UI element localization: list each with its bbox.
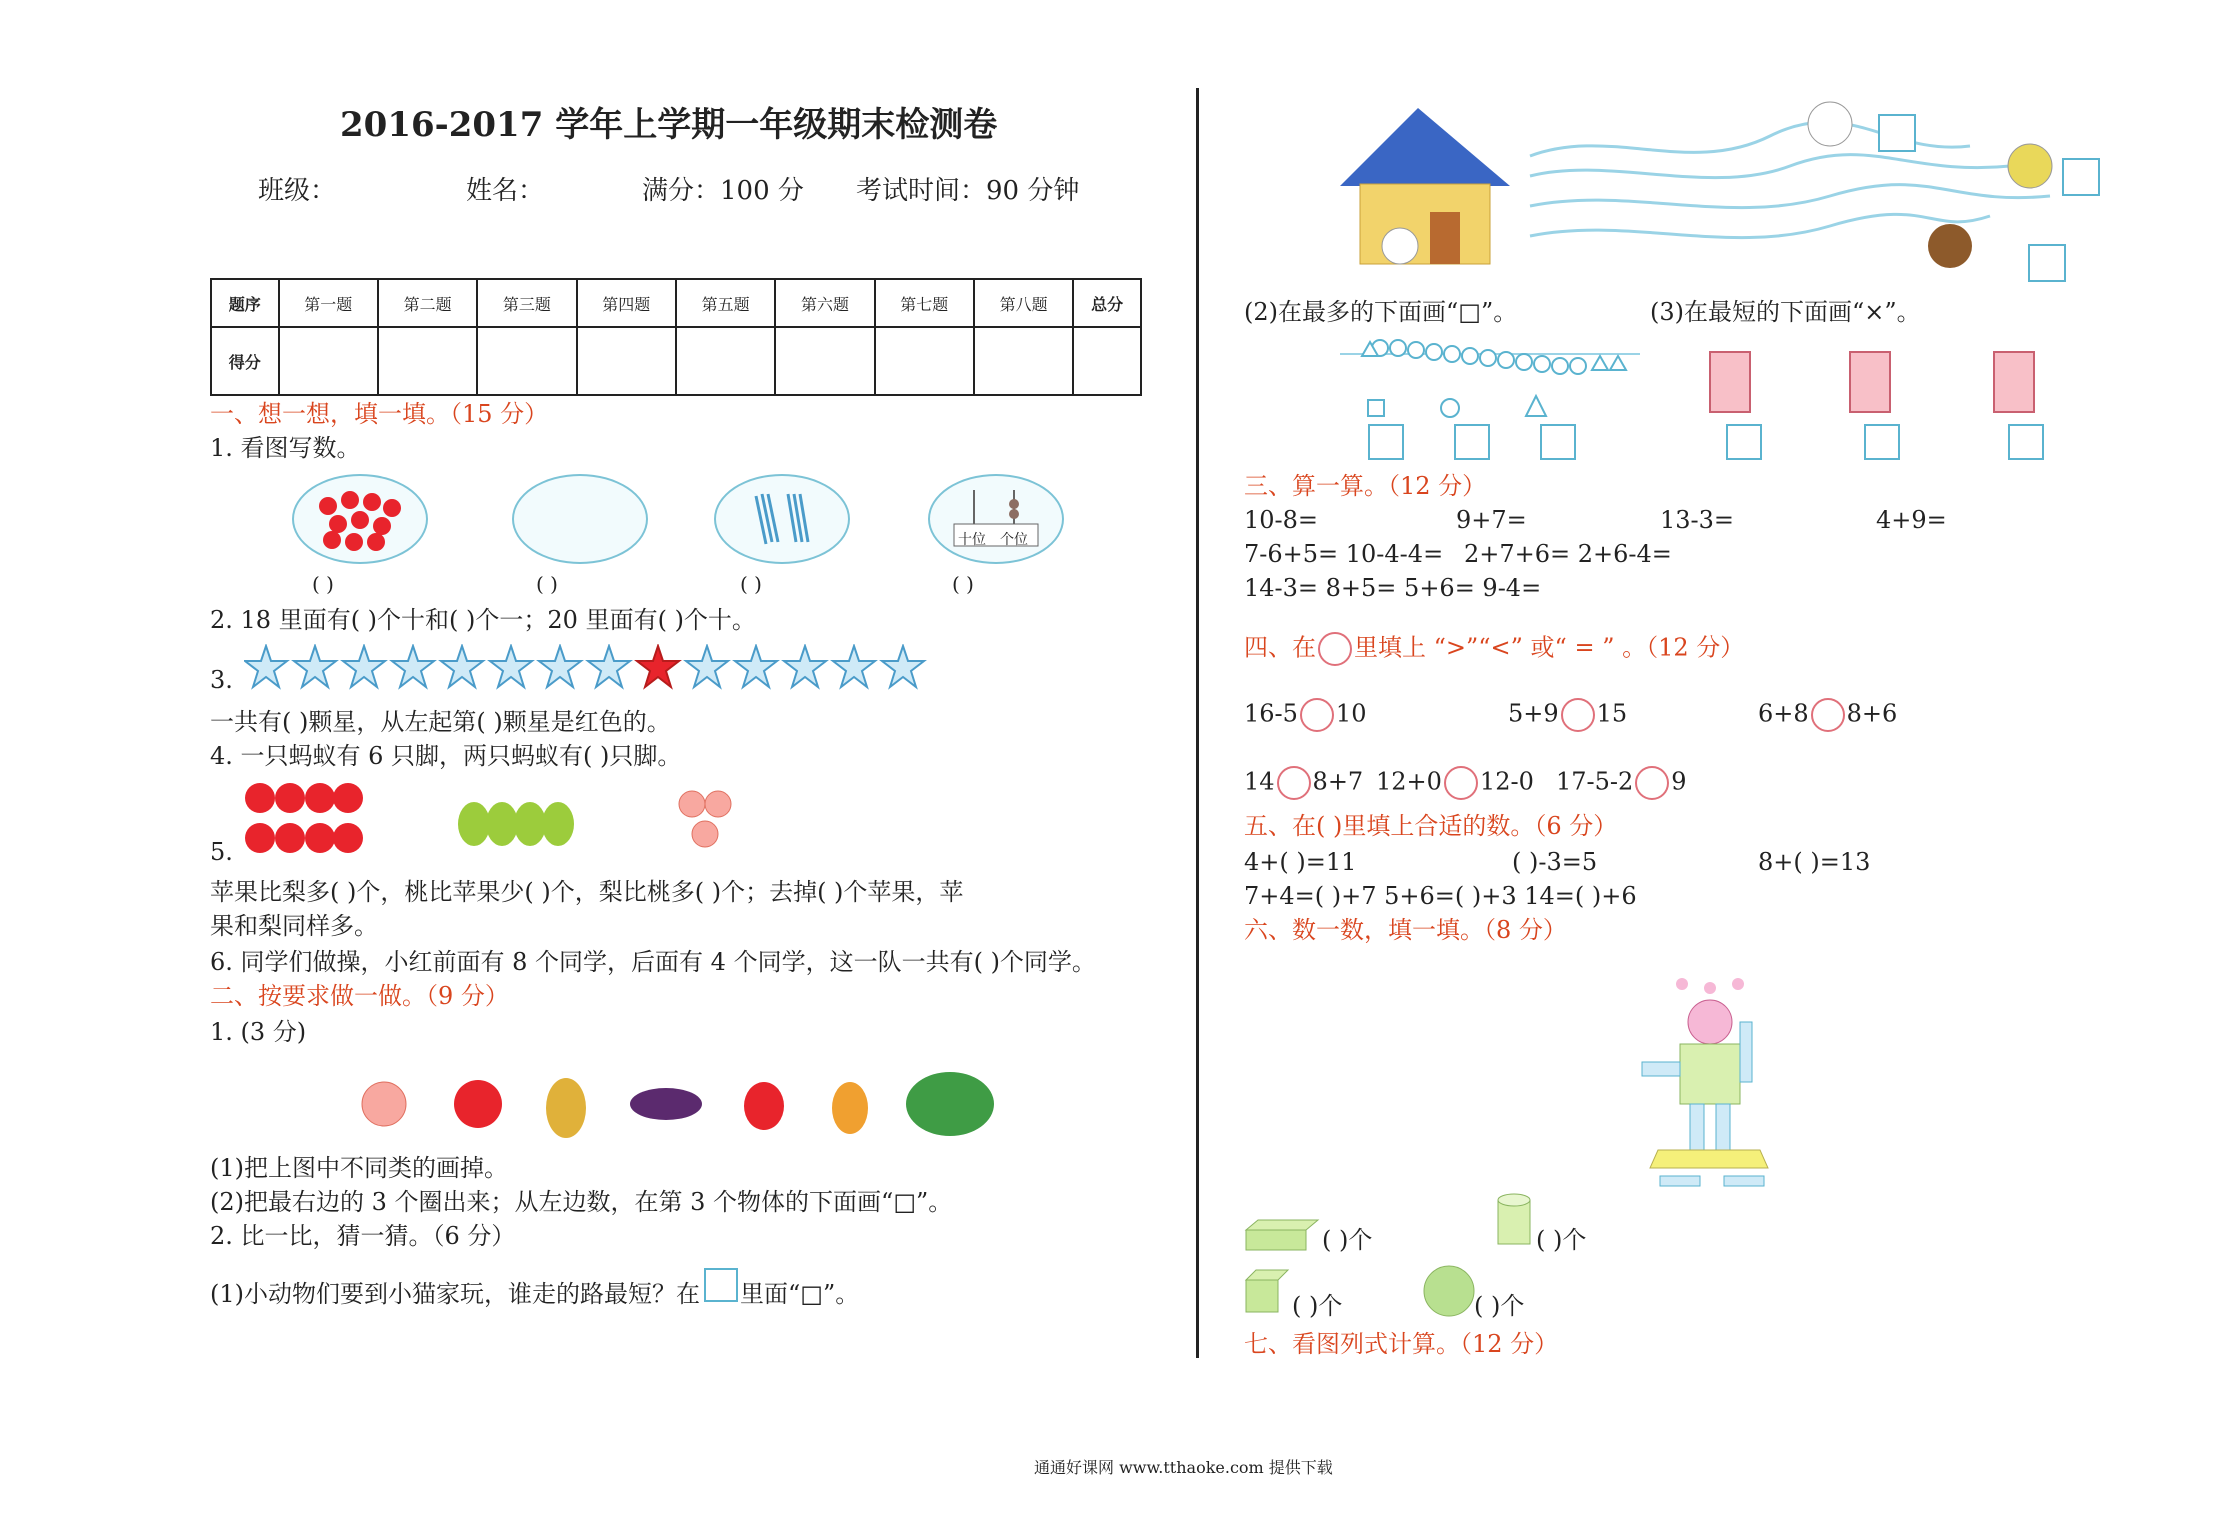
name-label: 姓名： [466, 176, 545, 206]
q3-text: 一共有( )颗星，从左起第( )颗星是红色的。 [210, 708, 671, 736]
compare-row-1b [1508, 698, 1627, 732]
cylinder-shape-icon [1494, 1192, 1534, 1252]
answer-box[interactable] [1726, 424, 1762, 460]
robot-figure [1630, 978, 1790, 1208]
score-cell[interactable] [477, 327, 576, 395]
q5-number: 5. [210, 838, 233, 866]
answer-box[interactable] [2062, 158, 2100, 196]
section-1-heading: 一、想一想，填一填。（15 分） [210, 400, 549, 428]
fill-item: ( )-3=5 [1512, 848, 1598, 876]
compare-row-2b [1376, 766, 1534, 800]
fill-item: 4+( )=11 [1244, 848, 1357, 876]
dog-icon [1808, 102, 1852, 146]
score-row-label: 得分 [211, 327, 279, 395]
fill-row-2: 7+4=( )+7 5+6=( )+3 14=( )+6 [1244, 882, 1637, 910]
s2q2a-text-pre: (1)小动物们要到小猫家玩，谁走的路最短？在 [210, 1280, 700, 1308]
empty-plate [512, 474, 648, 564]
compare-row-2c [1556, 766, 1687, 800]
answer-box[interactable] [1454, 424, 1490, 460]
count-blank[interactable]: ( )个 [1474, 1292, 1525, 1320]
fill-item: 8+( )=13 [1758, 848, 1871, 876]
answer-box[interactable] [1878, 114, 1916, 152]
r-q3-text: (3)在最短的下面画“×”。 [1650, 298, 1921, 326]
compare-right: 8+7 [1312, 767, 1364, 796]
peach-icon [362, 1082, 406, 1126]
section-3-heading: 三、算一算。（12 分） [1244, 472, 1487, 500]
full-score: 满分：100 分 [642, 176, 804, 206]
compare-circle[interactable] [1635, 766, 1669, 800]
table-header: 第三题 [477, 279, 576, 327]
calc-item: 4+9= [1876, 506, 1947, 534]
table-header: 第一题 [279, 279, 378, 327]
strawberry-plate [292, 474, 428, 564]
footer-text: 通通好课网 www.tthaoke.com 提供下载 [1034, 1458, 1333, 1477]
pineapple-icon [546, 1078, 586, 1138]
calc-item: 14-3= 8+5= 5+6= 9-4= [1244, 574, 1542, 602]
compare-left: 17-5-2 [1556, 767, 1634, 796]
r-q2-text: (2)在最多的下面画“□”。 [1244, 298, 1518, 326]
score-cell[interactable] [279, 327, 378, 395]
score-cell[interactable] [1073, 327, 1141, 395]
compare-right: 15 [1596, 699, 1628, 728]
house-scene [1330, 96, 2100, 286]
s2q1a-text: (1)把上图中不同类的画掉。 [210, 1154, 508, 1182]
pears-icon [454, 790, 584, 850]
q4-text: 4. 一只蚂蚁有 6 只脚，两只蚂蚁有( )只脚。 [210, 742, 682, 770]
calc-item: 2+7+6= 2+6-4= [1464, 540, 1672, 568]
robot-body-icon [1680, 1044, 1740, 1104]
apple-icon [454, 1080, 502, 1128]
stick-bundles-icon [716, 476, 848, 562]
stars-row [244, 644, 944, 694]
compare-circle[interactable] [1561, 698, 1595, 732]
q6-text: 6. 同学们做操，小红前面有 8 个同学，后面有 4 个同学，这一队一共有( )个同学。 [210, 948, 1096, 976]
answer-box[interactable] [1864, 424, 1900, 460]
compare-row-1c [1758, 698, 1897, 732]
q5-line-1: 苹果比梨多( )个，桃比苹果少( )个，梨比桃多( )个；去掉( )个苹果，苹 [210, 878, 964, 906]
page-title: 2016-2017 学年上学期一年级期末检测卷 [340, 105, 998, 145]
house-icon [1360, 184, 1490, 264]
peaches-icon [676, 784, 736, 854]
answer-box[interactable] [704, 1268, 738, 1302]
s2q2-text: 2. 比一比，猜一猜。（6 分） [210, 1222, 516, 1250]
count-blank[interactable]: ( )个 [1292, 1292, 1343, 1320]
table-header: 题序 [211, 279, 279, 327]
section-7-heading: 七、看图列式计算。（12 分） [1244, 1330, 1559, 1358]
table-header: 第八题 [974, 279, 1073, 327]
compare-left: 12+0 [1376, 767, 1442, 796]
section-6-heading: 六、数一数，填一填。（8 分） [1244, 916, 1567, 944]
compare-circle[interactable] [1811, 698, 1845, 732]
abacus-icon [930, 476, 1062, 562]
section-4-heading [1244, 632, 1744, 666]
section-4-post: 里填上 “>”“<” 或“ = ” 。（12 分） [1354, 633, 1745, 662]
compare-right: 12-0 [1479, 767, 1534, 796]
table-header: 第五题 [676, 279, 775, 327]
compare-left: 6+8 [1758, 699, 1809, 728]
deer-icon [2008, 144, 2052, 188]
score-cell[interactable] [378, 327, 477, 395]
column-divider [1196, 88, 1199, 1358]
score-cell[interactable] [775, 327, 874, 395]
house-roof-icon [1340, 108, 1510, 186]
apples-icon [244, 778, 364, 860]
q5-line-2: 果和梨同样多。 [210, 912, 378, 940]
fruits-row [356, 1058, 1006, 1148]
q1-text: 1. 看图写数。 [210, 434, 361, 462]
compare-row-1 [1244, 698, 1366, 732]
compare-right: 9 [1671, 767, 1687, 796]
table-header: 第七题 [875, 279, 974, 327]
answer-paren[interactable]: ( ) [312, 572, 334, 596]
compare-circle[interactable] [1277, 766, 1311, 800]
count-blank[interactable]: ( )个 [1536, 1226, 1587, 1254]
exam-time: 考试时间：90 分钟 [856, 176, 1080, 206]
section-2-heading: 二、按要求做一做。（9 分） [210, 982, 509, 1010]
answer-box[interactable] [2008, 424, 2044, 460]
compare-left: 5+9 [1508, 699, 1559, 728]
compare-left: 14 [1244, 767, 1275, 796]
answer-box[interactable] [1540, 424, 1576, 460]
cat-icon [1382, 228, 1418, 264]
compare-circle[interactable] [1444, 766, 1478, 800]
calc-item: 10-8= [1244, 506, 1319, 534]
compare-right: 8+6 [1846, 699, 1898, 728]
answer-paren[interactable]: ( ) [740, 572, 762, 596]
abacus-plate [928, 474, 1064, 564]
cube-icon [1244, 1268, 1292, 1316]
section-4-pre: 四、在 [1244, 633, 1316, 662]
abacus-tens-label: 十位 [958, 532, 986, 548]
s2q2a-text-post: 里面“□”。 [740, 1280, 860, 1308]
compare-circle [1318, 632, 1352, 666]
q3-number: 3. [210, 666, 233, 694]
s2q1b-text: (2)把最右边的 3 个圈出来；从左边数，在第 3 个物体的下面画“□”。 [210, 1188, 953, 1216]
abacus-ones-label: 个位 [1000, 532, 1028, 548]
cylinder-icon [1710, 352, 1750, 412]
compare-right: 10 [1335, 699, 1367, 728]
sticks-plate [714, 474, 850, 564]
strawberry-icon [744, 1082, 784, 1130]
cylinder-icon [1994, 352, 2034, 412]
compare-left: 16-5 [1244, 699, 1298, 728]
score-cell[interactable] [974, 327, 1073, 395]
score-cell[interactable] [577, 327, 676, 395]
class-label: 班级： [258, 176, 337, 206]
calc-item: 9+7= [1456, 506, 1527, 534]
score-table [210, 278, 1142, 396]
q2-text: 2. 18 里面有( )个十和( )个一；20 里面有( )个十。 [210, 606, 756, 634]
count-blank[interactable]: ( )个 [1322, 1226, 1373, 1254]
watermelon-icon [906, 1072, 994, 1136]
table-header: 总分 [1073, 279, 1141, 327]
compare-circle[interactable] [1300, 698, 1334, 732]
calc-item: 13-3= [1660, 506, 1735, 534]
cylinder-icon [1850, 352, 1890, 412]
compare-row-2 [1244, 766, 1363, 800]
strawberries-icon [294, 476, 426, 562]
table-header: 第六题 [775, 279, 874, 327]
answer-box[interactable] [2028, 244, 2066, 282]
answer-box[interactable] [1368, 424, 1404, 460]
score-cell[interactable] [676, 327, 775, 395]
section-5-heading: 五、在( )里填上合适的数。（6 分） [1244, 812, 1618, 840]
sphere-icon [1422, 1264, 1476, 1318]
table-header: 第二题 [378, 279, 477, 327]
cuboid-icon [1244, 1218, 1320, 1252]
table-header: 第四题 [577, 279, 676, 327]
robot-head-icon [1688, 1000, 1732, 1044]
answer-paren[interactable]: ( ) [536, 572, 558, 596]
monkey-icon [1928, 224, 1972, 268]
calc-item: 7-6+5= 10-4-4= [1244, 540, 1444, 568]
eggplant-icon [630, 1088, 702, 1120]
answer-paren[interactable]: ( ) [952, 572, 974, 596]
s2q1-text: 1. (3 分) [210, 1018, 307, 1046]
pear-icon [832, 1082, 868, 1134]
score-cell[interactable] [875, 327, 974, 395]
